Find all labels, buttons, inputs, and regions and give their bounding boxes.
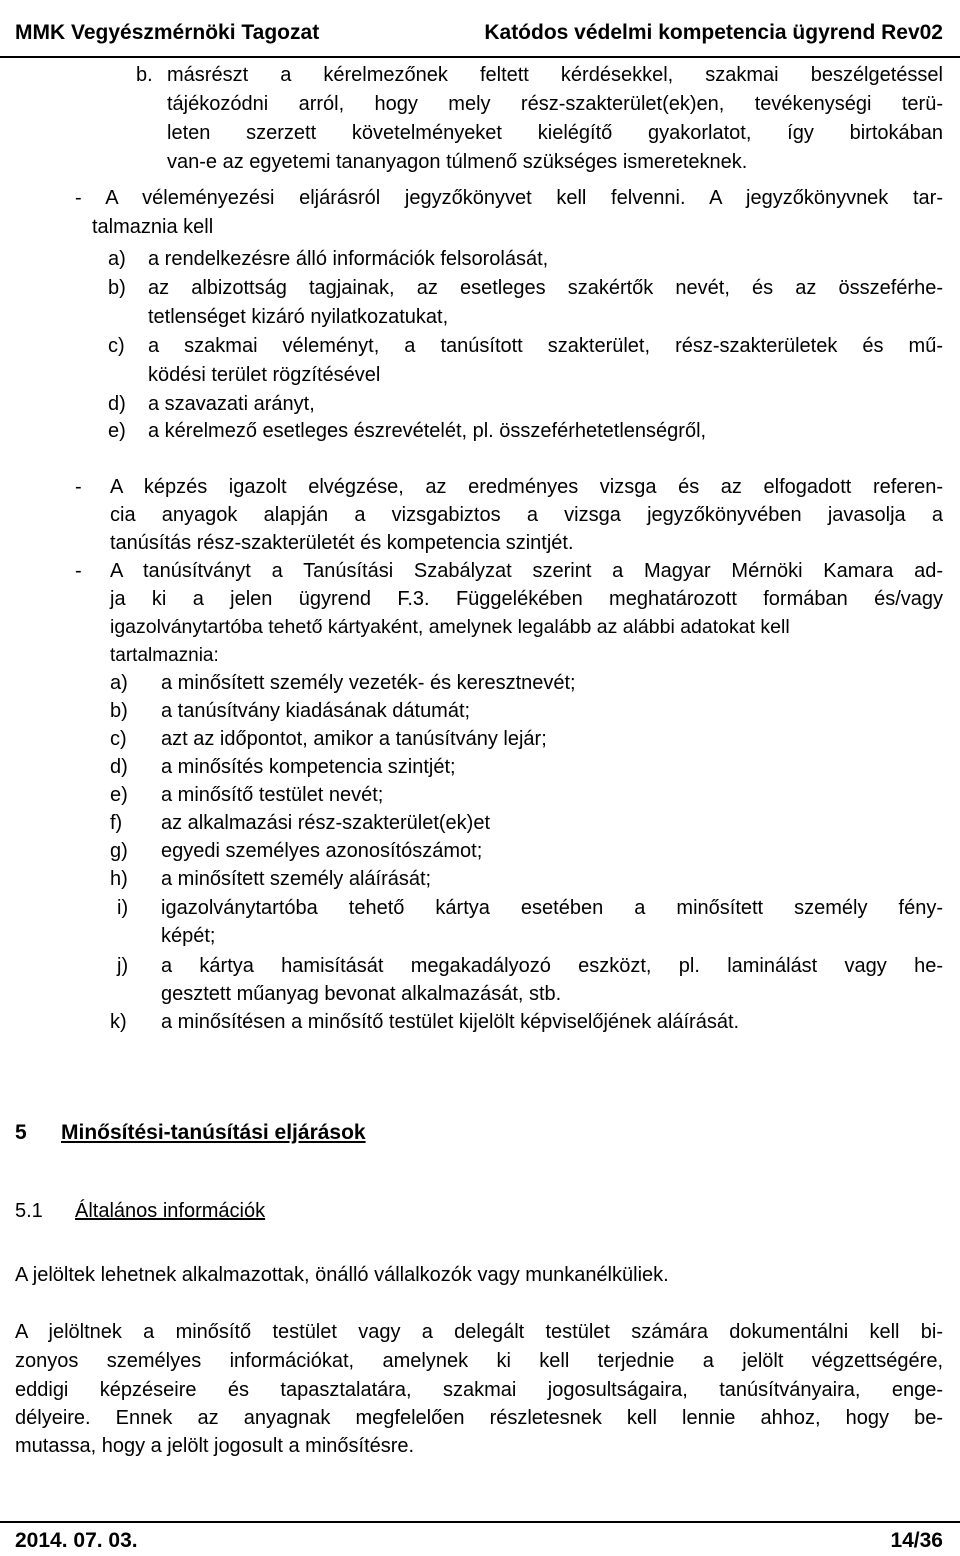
- body-line: talmaznia kell: [92, 216, 214, 238]
- list-marker: e): [110, 784, 128, 806]
- paragraph-line: eddigi képzéseire és tapasztalatára, szakmai jogosultságaira, tanúsítványaira, enge-: [15, 1379, 943, 1401]
- body-line: tartalmaznia:: [110, 645, 219, 666]
- list-item-text: a szakmai véleményt, a tanúsított szakterület, rész-szakterületek és mű-: [148, 335, 943, 357]
- dash-marker: -: [75, 560, 82, 582]
- list-item-text: a rendelkezésre álló információk felsorolását,: [148, 248, 549, 270]
- body-line: tájékozódni arról, hogy mely rész-szakterület(ek)en, tevékenységi terü-: [167, 93, 943, 115]
- list-marker: i): [117, 897, 129, 919]
- list-marker: g): [110, 840, 128, 862]
- page-number: 14/36: [890, 1529, 943, 1552]
- body-line: A képzés igazolt elvégzése, az eredményes vizsga és az elfogadott referen-: [110, 476, 943, 498]
- list-marker: a): [110, 672, 128, 694]
- body-line: leten szerzett követelményeket kielégítő gyakorlatot, így birtokában: [167, 122, 943, 144]
- list-marker: c): [108, 335, 125, 357]
- list-item-text: egyedi személyes azonosítószámot;: [161, 840, 483, 862]
- list-item-text: az albizottság tagjainak, az esetleges szakértők nevét, és az összeférhe-: [148, 277, 943, 299]
- section-number: 5: [15, 1121, 27, 1144]
- list-item-text: a minősítő testület nevét;: [161, 784, 384, 806]
- body-line: - A véleményezési eljárásról jegyzőkönyvet kell felvenni. A jegyzőkönyvnek tar-: [75, 187, 943, 209]
- page-footer: [0, 1521, 960, 1556]
- paragraph-line: mutassa, hogy a jelölt jogosult a minősítésre.: [15, 1435, 415, 1457]
- list-marker: b.: [136, 64, 153, 86]
- subsection-number: 5.1: [15, 1200, 43, 1222]
- list-item-text: a minősítésen a minősítő testület kijelölt képviselőjének aláírását.: [161, 1011, 740, 1033]
- list-item-text: ködési terület rögzítésével: [148, 364, 381, 386]
- list-marker: a): [108, 248, 126, 270]
- list-item-text: a kérelmező esetleges észrevételét, pl. összeférhetetlenségről,: [148, 420, 707, 442]
- page-header: [0, 0, 960, 58]
- list-item-text: gesztett műanyag bevonat alkalmazását, stb.: [161, 983, 562, 1005]
- list-item-text: a tanúsítvány kiadásának dátumát;: [161, 700, 471, 722]
- list-item-text: az alkalmazási rész-szakterület(ek)et: [161, 812, 490, 834]
- body-line: igazolványtartóba tehető kártyaként, amelynek legalább az alábbi adatokat kell: [110, 616, 790, 638]
- subsection-heading: Általános információk: [75, 1200, 266, 1222]
- paragraph-line: délyeire. Ennek az anyagnak megfelelően részletesnek kell lennie ahhoz, hogy be-: [15, 1407, 943, 1429]
- list-item-text: a kártya hamisítását megakadályozó eszközt, pl. laminálást vagy he-: [161, 955, 943, 977]
- list-item-text: azt az időpontot, amikor a tanúsítvány lejár;: [161, 728, 547, 750]
- list-item-text: a szavazati arányt,: [148, 393, 315, 415]
- list-marker: k): [110, 1011, 127, 1033]
- list-item-text: igazolványtartóba tehető kártya esetében a minősített személy fény-: [161, 897, 943, 919]
- footer-date: 2014. 07. 03.: [15, 1529, 138, 1552]
- body-line: A tanúsítványt a Tanúsítási Szabályzat szerint a Magyar Mérnöki Kamara ad-: [110, 560, 943, 582]
- list-item-text: a minősítés kompetencia szintjét;: [161, 756, 456, 778]
- list-marker: d): [108, 393, 126, 415]
- paragraph-line: A jelöltnek a minősítő testület vagy a delegált testület számára dokumentálni kell bi-: [15, 1321, 943, 1343]
- paragraph-line: zonyos személyes információkat, amelynek ki kell terjednie a jelölt végzettségére,: [15, 1350, 943, 1372]
- section-heading: Minősítési-tanúsítási eljárások: [61, 1121, 366, 1144]
- list-item-text: a minősített személy vezeték- és keresztnevét;: [161, 672, 576, 694]
- list-marker: h): [110, 868, 128, 890]
- list-marker: b): [108, 277, 126, 299]
- list-marker: d): [110, 756, 128, 778]
- list-item-text: képét;: [161, 925, 216, 947]
- list-marker: c): [110, 728, 127, 750]
- header-organization: MMK Vegyészmérnöki Tagozat: [15, 21, 320, 44]
- list-marker: f): [110, 812, 123, 834]
- paragraph: A jelöltek lehetnek alkalmazottak, önálló vállalkozók vagy munkanélküliek.: [15, 1264, 669, 1286]
- body-line: cia anyagok alapján a vizsgabiztos a vizsga jegyzőkönyvében javasolja a: [110, 504, 943, 526]
- list-marker: b): [110, 700, 128, 722]
- body-line: másrészt a kérelmezőnek feltett kérdésekkel, szakmai beszélgetéssel: [167, 64, 943, 86]
- list-marker: j): [117, 955, 129, 977]
- header-document-title: Katódos védelmi kompetencia ügyrend Rev02: [484, 21, 943, 44]
- body-line: tanúsítás rész-szakterületét és kompetencia szintjét.: [110, 532, 574, 554]
- body-line: ja ki a jelen ügyrend F.3. Függelékében meghatározott formában és/vagy: [110, 588, 943, 610]
- dash-marker: -: [75, 476, 82, 498]
- list-marker: e): [108, 420, 126, 442]
- list-item-text: tetlenséget kizáró nyilatkozatukat,: [148, 306, 449, 328]
- body-line: van-e az egyetemi tananyagon túlmenő szükséges ismereteknek.: [167, 151, 748, 173]
- list-item-text: a minősített személy aláírását;: [161, 868, 432, 890]
